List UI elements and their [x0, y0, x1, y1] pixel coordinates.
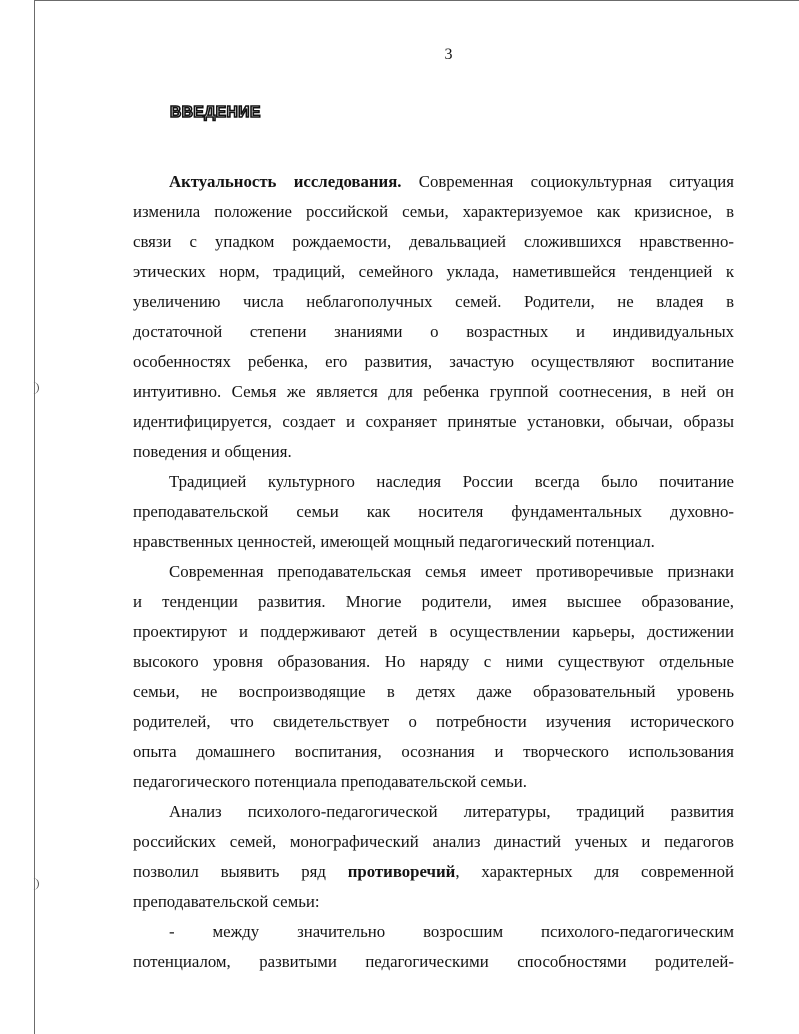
- text-line: и тенденции развития. Многие родители, имея высшее образование,: [133, 592, 734, 611]
- text-line: педагогического потенциала преподавательской семьи.: [133, 772, 527, 791]
- paragraph-contradiction-item: [133, 917, 734, 977]
- text-line: преподавательской семьи:: [133, 892, 320, 911]
- text-line: позволил выявить ряд противоречий, характерных для современной: [133, 862, 734, 881]
- text-line: родителей, что свидетельствует о потребности изучения исторического: [133, 712, 734, 731]
- text-line: нравственных ценностей, имеющей мощный педагогический потенциал.: [133, 532, 655, 551]
- text-line: Традицией культурного наследия России всегда было почитание: [169, 472, 734, 491]
- paragraph-tradition: [133, 467, 734, 557]
- text-line: особенностях ребенка, его развития, зачастую осуществляют воспитание: [133, 352, 734, 371]
- section-heading: ВВЕДЕНИЕ: [170, 104, 261, 121]
- text-line: потенциалом, развитыми педагогическими способностями родителей-: [133, 952, 734, 971]
- text-line: проектируют и поддерживают детей в осуществлении карьеры, достижении: [133, 622, 734, 641]
- text-line: преподавательской семьи как носителя фундаментальных духовно-: [133, 502, 734, 521]
- paragraph-analysis: [133, 797, 734, 917]
- text-line: Анализ психолого-педагогической литературы, традиций развития: [169, 802, 734, 821]
- text-line: Современная преподавательская семья имеет противоречивые признаки: [169, 562, 734, 581]
- scan-border-top: [34, 0, 799, 1]
- document-body: [133, 167, 734, 977]
- paragraph-relevance: [133, 167, 734, 467]
- text-line: достаточной степени знаниями о возрастных и индивидуальных: [133, 322, 734, 341]
- paragraph-modern-family: [133, 557, 734, 797]
- text-line: российских семей, монографический анализ династий ученых и педагогов: [133, 832, 734, 851]
- list-item-line: - между значительно возросшим психолого-педагогическим: [169, 922, 734, 941]
- text-line: этических норм, традиций, семейного уклада, наметившейся тенденцией к: [133, 262, 734, 281]
- text-line: поведения и общения.: [133, 442, 292, 461]
- text-line: увеличению числа неблагополучных семей. Родители, не владея в: [133, 292, 734, 311]
- text-line: связи с упадком рождаемости, девальвацией сложившихся нравственно-: [133, 232, 734, 251]
- text-line: изменила положение российской семьи, характеризуемое как кризисное, в: [133, 202, 734, 221]
- text-line: Актуальность исследования. Современная социокультурная ситуация: [169, 172, 734, 191]
- scan-binding-mark: [33, 382, 39, 394]
- page-number: 3: [444, 46, 453, 63]
- text-line: семьи, не воспроизводящие в детях даже образовательный уровень: [133, 682, 734, 701]
- text-line: идентифицируется, создает и сохраняет принятые установки, обычаи, образы: [133, 412, 734, 431]
- text-line: интуитивно. Семья же является для ребенка группой соотнесения, в ней он: [133, 382, 734, 401]
- scan-binding-mark: [33, 878, 39, 890]
- text-line: высокого уровня образования. Но наряду с ними существуют отдельные: [133, 652, 734, 671]
- text-line: опыта домашнего воспитания, осознания и творческого использования: [133, 742, 734, 761]
